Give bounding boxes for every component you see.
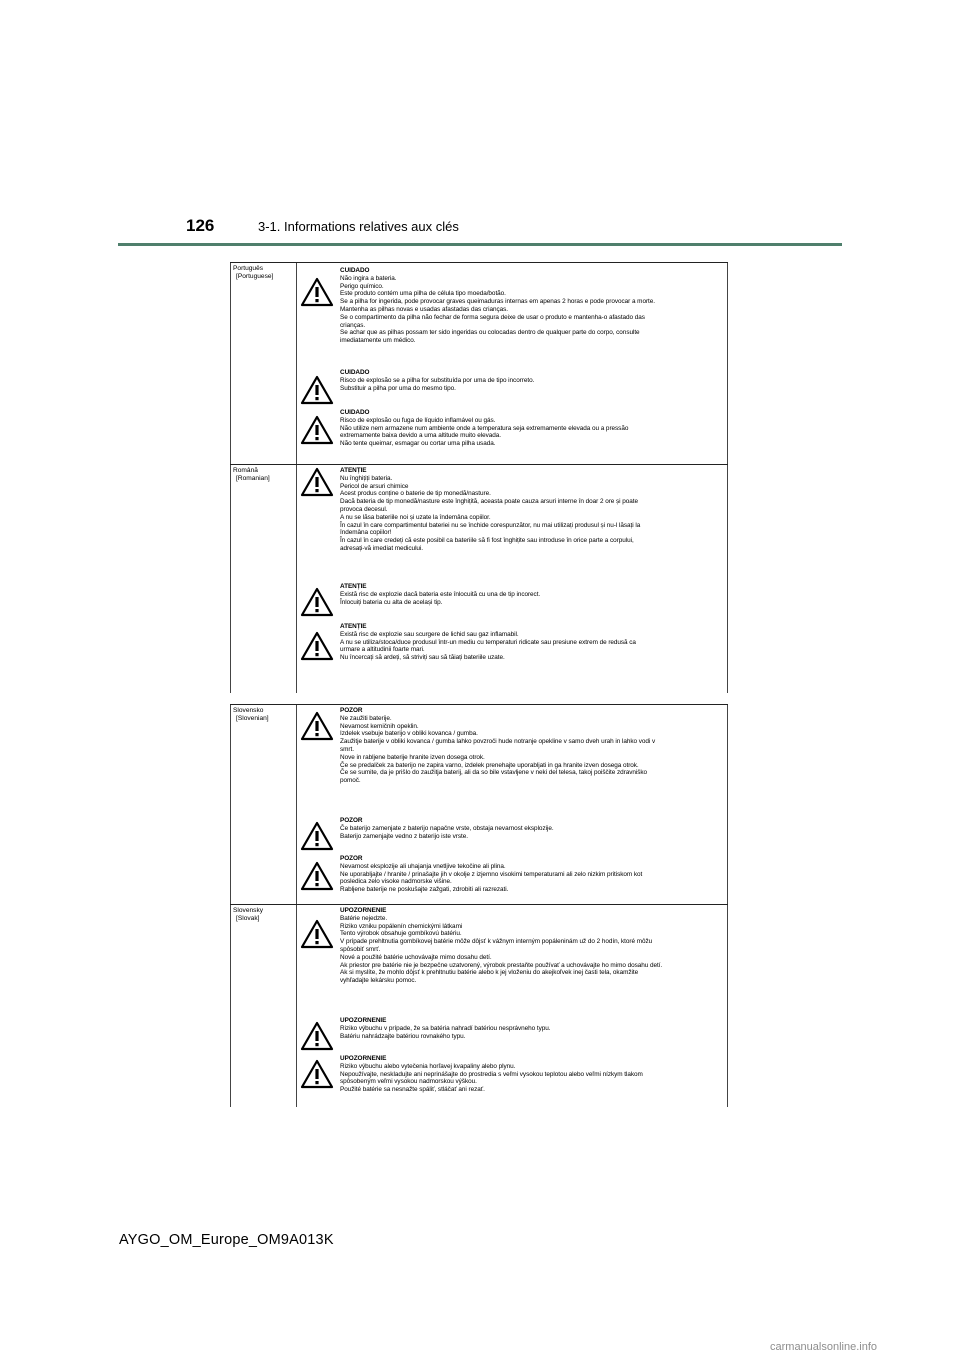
warning-line: spôsobiť smrť. (340, 945, 381, 953)
warning-block (296, 1055, 728, 1107)
warning-line: Rabljene baterije ne poskušajte zažgati, zdrobiti ali razrezati. (340, 886, 509, 894)
warning-line: provoca decesul. (340, 505, 388, 513)
warning-line: Ne uporabljajte / hranite / prinašajte jih v okolje z izjemno visokimi temperaturami ali zelo nizkim pritiskom kot (340, 870, 643, 878)
warning-line: Risco de explosão ou fuga de líquido inflamável ou gás. (340, 416, 496, 424)
warning-line: Če se predalček za baterijo ne zapira varno, izdelek prenehajte uporabljati in ga hranite izven dosega otrok. (340, 761, 639, 769)
warning-line: Nove in rabljene baterije hranite izven dosega otrok. (340, 753, 485, 761)
warning-text (340, 707, 726, 785)
warning-block (296, 817, 728, 855)
warning-line: V prípade prehltnutia gombíkovej batérie môže dôjsť k vážnym interným popáleninám už do 2 hodín, ktoré môžu (340, 938, 653, 946)
warning-heading: UPOZORNENIE (340, 907, 387, 914)
warning-triangle-icon (300, 375, 334, 405)
warning-line: Riziko výbuchu v prípade, že sa batéria nahradí batériou nesprávneho typu. (340, 1024, 551, 1032)
section-title: 3-1. Informations relatives aux clés (258, 219, 459, 234)
warning-line: Tento výrobok obsahuje gombíkovú batériu. (340, 930, 462, 938)
warning-line: Não ingira a bateria. (340, 274, 397, 282)
warning-line: imediatamente um médico. (340, 337, 416, 345)
language-name: Slovensko (233, 707, 264, 714)
warning-line: Riziko vzniku popálenín chemickými látkami (340, 922, 463, 930)
warning-heading: CUIDADO (340, 369, 370, 376)
warning-line: Não tente queimar, esmagar ou cortar uma pilha usada. (340, 440, 496, 448)
warning-line: posledica zelo visoke nadmorske višine. (340, 878, 452, 886)
warning-line: A nu se lăsa bateriile noi și uzate la îndemâna copiilor. (340, 513, 491, 521)
warning-heading: ATENȚIE (340, 623, 367, 630)
warning-block (296, 907, 728, 1017)
warning-line: În cazul în care compartimentul bateriei nu se închide corespunzător, nu mai utilizați produsul și nu-l lăsați la (340, 521, 641, 529)
warning-line: pomoč. (340, 777, 361, 785)
warnings-cell (296, 465, 728, 693)
warning-heading: CUIDADO (340, 409, 370, 416)
header-divider (118, 243, 842, 246)
language-name: Português (233, 265, 264, 272)
warning-line: Înlocuiți bateria cu alta de același tip. (340, 598, 443, 606)
warning-line: Nové a použité batérie uchovávajte mimo dosahu detí. (340, 953, 492, 961)
warning-text (340, 1017, 726, 1040)
warning-line: îndemâna copiilor! (340, 529, 392, 537)
language-row (230, 465, 728, 693)
warning-heading: POZOR (340, 855, 363, 862)
language-code: [Slovak] (236, 915, 260, 922)
warning-line: Izdelek vsebuje baterijo v obliki kovanca / gumba. (340, 730, 478, 738)
warning-heading: ATENȚIE (340, 583, 367, 590)
warnings-cell (296, 263, 728, 464)
warning-line: Se a pilha for ingerida, pode provocar graves queimaduras internas em apenas 2 horas e pode provocar a morte. (340, 298, 655, 306)
warning-line: Acest produs conține o baterie de tip monedă/nasture. (340, 490, 491, 498)
warning-line: extremamente baixa devido a uma altitude muito elevada. (340, 432, 502, 440)
warning-line: Não utilize nem armazene num ambiente onde a temperatura seja extremamente elevada ou a pressão (340, 424, 629, 432)
warning-line: A nu se utiliza/stoca/duce produsul într-un mediu cu temperaturi ridicate sau presiune extrem de redusă ca (340, 638, 636, 646)
language-code: [Romanian] (236, 475, 270, 482)
warning-heading: ATENȚIE (340, 467, 367, 474)
warning-line: Ne zaužiti baterije. (340, 714, 392, 722)
warning-line: Batérie nejedzte. (340, 914, 388, 922)
warning-text (340, 623, 726, 662)
warning-block (296, 623, 728, 693)
warning-line: Ak priestor pre batérie nie je bezpečne uzatvorený, výrobok prestaňte používať a uchovávajte ho mimo dosahu detí. (340, 961, 663, 969)
warning-text (340, 907, 726, 985)
language-cell (230, 905, 296, 1107)
warning-heading: POZOR (340, 707, 363, 714)
warning-line: Použité batérie sa nesnažte spáliť, stláčať ani rezať. (340, 1086, 485, 1094)
warning-triangle-icon (300, 821, 334, 851)
language-row (230, 705, 728, 905)
warning-block (296, 855, 728, 905)
warning-text (340, 855, 726, 894)
warning-line: Batériu nahrádzajte batériou rovnakého typu. (340, 1032, 466, 1040)
warning-line: Se o compartimento da pilha não fechar de forma segura deixe de usar o produto e mantenha-o afastado das (340, 313, 645, 321)
warning-triangle-icon (300, 711, 334, 741)
warning-text (340, 467, 726, 553)
language-row (230, 905, 728, 1107)
warning-block (296, 467, 728, 583)
warning-line: spôsobeným veľmi vysokou nadmorskou výškou. (340, 1078, 477, 1086)
language-name: Slovensky (233, 907, 264, 914)
warning-line: urmare a altitudinii foarte mari. (340, 646, 425, 654)
language-row (230, 263, 728, 465)
language-cell (230, 465, 296, 693)
warning-line: Nevarnost kemičnih opeklin. (340, 722, 419, 730)
watermark: carmanualsonline.info (770, 1341, 878, 1353)
warning-line: Nepoužívajte, neskladujte ani neprinášajte do prostredia s veľmi vysokou teplotou alebo veľmi nízkym tlakom (340, 1070, 643, 1078)
warning-text (340, 369, 726, 392)
warning-heading: POZOR (340, 817, 363, 824)
warning-block (296, 1017, 728, 1055)
warning-heading: UPOZORNENIE (340, 1055, 387, 1062)
warning-line: În cazul în care credeți că este posibil ca bateriile să fi fost înghițite sau introduse în orice parte a corpului, (340, 537, 634, 545)
page-number: 126 (186, 216, 215, 235)
language-code: [Portuguese] (236, 273, 274, 280)
warning-line: Nevarnost eksplozije ali uhajanja vnetljive tekočine ali plina. (340, 862, 506, 870)
warning-triangle-icon (300, 277, 334, 307)
warning-block (296, 267, 728, 369)
warning-triangle-icon (300, 587, 334, 617)
warning-triangle-icon (300, 919, 334, 949)
warning-line: adresați-vă imediat medicului. (340, 544, 424, 552)
warning-line: Substituir a pilha por uma do mesmo tipo. (340, 384, 456, 392)
warning-line: Če baterijo zamenjate z baterijo napačne vrste, obstaja nevarnost eksplozije. (340, 824, 554, 832)
warning-line: Perigo químico. (340, 282, 384, 290)
warning-block (296, 707, 728, 817)
warning-line: Risco de explosão se a pilha for substituída por uma de tipo incorreto. (340, 376, 535, 384)
warning-triangle-icon (300, 415, 334, 445)
warning-line: Dacă bateria de tip monedă/nasture este înghițită, aceasta poate cauza arsuri interne în doar 2 ore și poate (340, 498, 638, 506)
warning-line: crianças. (340, 321, 366, 329)
warning-triangle-icon (300, 467, 334, 497)
warning-line: smrt. (340, 745, 354, 753)
warning-line: Nu încercați să ardeți, să striviți sau să tăiați bateriile uzate. (340, 654, 505, 662)
warning-line: Nu înghițiți bateria. (340, 474, 393, 482)
warning-text (340, 1055, 726, 1094)
warning-line: Este produto contém uma pilha de célula tipo moeda/botão. (340, 290, 506, 298)
warning-line: Če se sumite, da je prišlo do zaužitja baterij, ali da so bile vstavljene v neki del telesa, takoj poiščite zdravniško (340, 769, 648, 777)
footer-doc-code: AYGO_OM_Europe_OM9A013K (119, 1232, 334, 1248)
warning-line: Ak si myslíte, že mohlo dôjsť k prehltnutiu batérie alebo k jej vloženiu do akejkoľvek inej časti tela, okamžite (340, 969, 639, 977)
warning-triangle-icon (300, 1021, 334, 1051)
warnings-cell (296, 905, 728, 1107)
warning-heading: CUIDADO (340, 267, 370, 274)
warning-text (340, 817, 726, 840)
warning-text (340, 583, 726, 606)
warnings-cell (296, 705, 728, 904)
warning-triangle-icon (300, 631, 334, 661)
warning-table-1 (230, 262, 728, 693)
warning-line: Există risc de explozie dacă bateria este înlocuită cu una de tip incorect. (340, 590, 541, 598)
language-cell (230, 263, 296, 464)
warning-block (296, 409, 728, 465)
warning-line: vyhľadajte lekársku pomoc. (340, 977, 417, 985)
warning-line: Baterijo zamenjajte vedno z baterijo iste vrste. (340, 832, 468, 840)
warning-table-2 (230, 704, 728, 1107)
language-name: Română (233, 467, 258, 474)
warning-text (340, 267, 726, 345)
warning-block (296, 583, 728, 623)
warning-line: Se achar que as pilhas possam ter sido ingeridas ou colocadas dentro de qualquer parte do corpo, consulte (340, 329, 640, 337)
warning-line: Pericol de arsuri chimice (340, 482, 409, 490)
language-code: [Slovenian] (236, 715, 269, 722)
warning-text (340, 409, 726, 448)
warning-triangle-icon (300, 1059, 334, 1089)
warning-line: Riziko výbuchu alebo vytečenia horľavej kvapaliny alebo plynu. (340, 1062, 516, 1070)
warning-line: Zaužitje baterije v obliki kovanca / gumba lahko povzroči hude notranje opekline v samo dveh urah in lahko vodi v (340, 738, 656, 746)
language-cell (230, 705, 296, 904)
warning-block (296, 369, 728, 409)
warning-heading: UPOZORNENIE (340, 1017, 387, 1024)
warning-line: Există risc de explozie sau scurgere de lichid sau gaz inflamabil. (340, 630, 519, 638)
warning-line: Mantenha as pilhas novas e usadas afastadas das crianças. (340, 305, 509, 313)
warning-triangle-icon (300, 861, 334, 891)
